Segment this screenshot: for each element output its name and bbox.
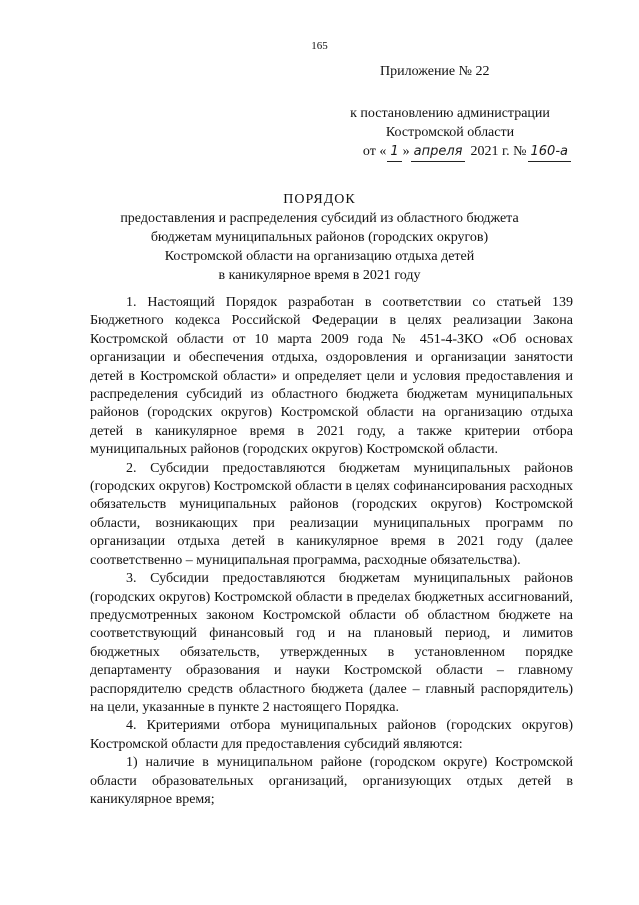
title-line-4: в каникулярное время в 2021 году (218, 268, 421, 283)
paragraph-4-item-1: 1) наличие в муниципальном районе (городском округе) Костромской области образовательных организаций, организующих отдых детей в каникулярное время; (90, 755, 573, 807)
document-body (90, 294, 573, 809)
annex-label: Приложение № 22 (380, 64, 490, 79)
paragraph-2: 2. Субсидии предоставляются бюджетам муниципальных районов (городских округов) Костромской области в целях софинансирования расходных обязательств муниципальных районов (городских округов) Костромской области, возникающих при реализации муниципальных программ по организации отдыха детей в каникулярное время в 2021 году (далее соответственно – муниципальная программа, расходные обязательства). (90, 460, 573, 568)
paragraph-3: 3. Субсидии предоставляются бюджетам муниципальных районов (городских округов) Костромской области в пределах бюджетных ассигнований, предусмотренных законом Костромской области об областном бюджете на соответствующий финансовый год и на плановый период, и лимитов бюджетных обязательств, утвержденных в установленном порядке департаменту образования и науки Костромской области – главному распорядителю средств областного бюджета (далее – главный распорядитель) на цели, указанные в пункте 2 настоящего Порядка. (90, 571, 573, 715)
title-line-1: предоставления и распределения субсидий из областного бюджета (120, 211, 519, 226)
page-number: 165 (311, 40, 328, 52)
paragraph-4: 4. Критериями отбора муниципальных районов (городских округов) Костромской области для предоставления субсидий являются: (90, 718, 573, 752)
reference-line-1: к постановлению администрации (350, 106, 550, 121)
handwritten-day: 1 (387, 142, 401, 162)
title-heading: ПОРЯДОК (283, 192, 356, 207)
document-title (0, 190, 639, 285)
reference-date-line (300, 142, 600, 162)
title-line-3: Костромской области на организацию отдыха детей (164, 249, 475, 264)
reference-line-2: Костромской области (385, 125, 515, 140)
title-line-2: бюджетам муниципальных районов (городских округов) (150, 230, 489, 245)
handwritten-month: апреля (411, 142, 466, 162)
date-prefix: от « (362, 144, 387, 159)
year-number-label: 2021 г. № (470, 144, 527, 159)
paragraph-1: 1. Настоящий Порядок разработан в соответствии со статьей 139 Бюджетного кодекса Российской Федерации в целях реализации Закона Костромской области от 10 марта 2009 года № 451-4-ЗКО «Об основах организации и обеспечения отдыха, оздоровления и организации занятости детей в Костромской области» и определяет цели и условия предоставления и распределения субсидий из областного бюджета бюджетам муниципальных районов (городских округов) Костромской области на организацию отдыха детей в каникулярное время в 2021 году, а также критерии отбора муниципальных районов (городских округов) Костромской области. (90, 295, 573, 458)
handwritten-number: 160-а (528, 142, 571, 162)
date-mid: » (402, 144, 410, 159)
annex-reference (300, 104, 600, 162)
